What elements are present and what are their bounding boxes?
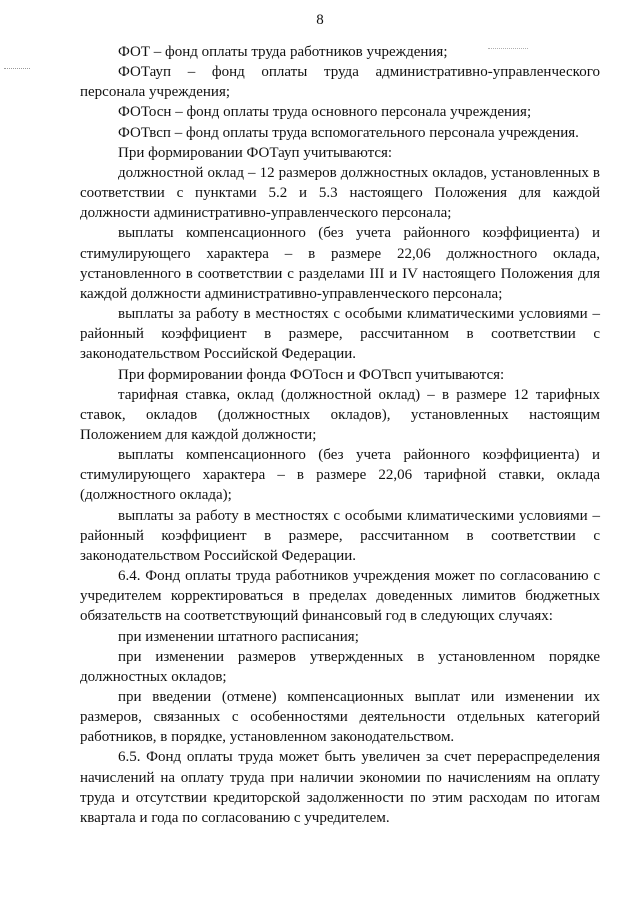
document-body bbox=[80, 42, 600, 828]
paragraph-fotosn-climate: выплаты за работу в местностях с особыми климатическими условиями – районный коэффициент в размере, рассчитанном в соответствии с законодательством Российской Федерации. bbox=[80, 507, 600, 564]
paragraph-fotosn-compensation: выплаты компенсационного (без учета районного коэффициента) и стимулирующего характера – в размере 22,06 тарифной ставки, оклада (должностного оклада); bbox=[80, 447, 600, 504]
paragraph-fotaup-salary: должностной оклад – 12 размеров должностных окладов, установленных в соответствии с пунктами 5.2 и 5.3 настоящего Положения для каждой должности административно-управленческого персонала; bbox=[80, 164, 600, 222]
paragraph-fot-definition: ФОТ – фонд оплаты труда работников учреждения; bbox=[118, 44, 448, 60]
paragraph-fotaup-definition: ФОТауп – фонд оплаты труда административно-управленческого персонала учреждения; bbox=[80, 64, 600, 101]
paragraph-fotosn-rate: тарифная ставка, оклад (должностной оклад) – в размере 12 тарифных ставок, окладов (должностных окладов), установленных настоящим Положением для каждой должности; bbox=[80, 386, 600, 443]
paragraph-fotosn-definition: ФОТосн – фонд оплаты труда основного персонала учреждения; bbox=[118, 104, 532, 121]
paragraph-fotosn-intro: При формировании фонда ФОТосн и ФОТвсп учитываются: bbox=[118, 366, 505, 383]
paragraph-case-salaries: при изменении размеров утвержденных в установленном порядке должностных окладов; bbox=[80, 648, 600, 685]
paragraph-section-6-5: 6.5. Фонд оплаты труда может быть увеличен за счет перераспределения начислений на оплату труда при наличии экономии по начислениям на оплату труда и отсутствии кредиторской задолженности по этим расходам по итогам квартала и года по согласованию с учредителем. bbox=[80, 749, 600, 826]
paragraph-fotaup-intro: При формировании ФОТауп учитываются: bbox=[118, 144, 393, 161]
paragraph-fotaup-compensation: выплаты компенсационного (без учета районного коэффициента) и стимулирующего характера – в размере 22,06 должностного оклада, установленного в соответствии с разделами III и IV настоящего Положения для каждой должности административно-управленческого персонала; bbox=[80, 225, 600, 302]
paragraph-case-compensation: при введении (отмене) компенсационных выплат или изменении их размеров, связанных с особенностями деятельности отдельных категорий работников, в порядке, установленном законодательством. bbox=[80, 689, 600, 746]
paragraph-case-staffing: при изменении штатного расписания; bbox=[118, 628, 359, 645]
scan-artifact bbox=[4, 68, 30, 70]
paragraph-fotvsp-definition: ФОТвсп – фонд оплаты труда вспомогательного персонала учреждения. bbox=[118, 124, 579, 141]
paragraph-section-6-4: 6.4. Фонд оплаты труда работников учреждения может по согласованию с учредителем корректироваться в пределах доведенных лимитов бюджетных обязательств на соответствующий финансовый год в следующих случаях: bbox=[80, 568, 600, 625]
paragraph-fotaup-climate: выплаты за работу в местностях с особыми климатическими условиями – районный коэффициент в размере, рассчитанном в соответствии с законодательством Российской Федерации. bbox=[80, 306, 600, 363]
page-number: 8 bbox=[316, 12, 324, 28]
